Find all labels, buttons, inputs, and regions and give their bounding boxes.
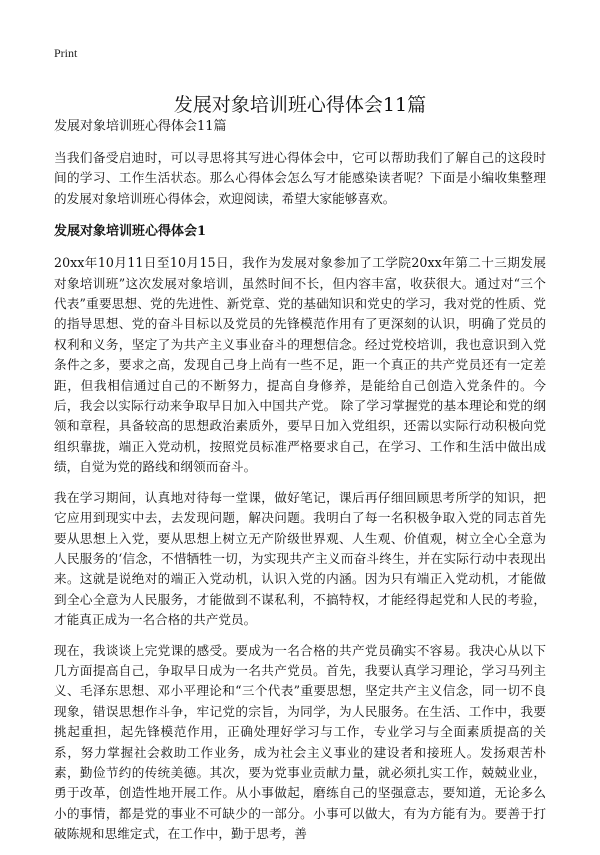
intro-paragraph: 当我们备受启迪时，可以寻思将其写进心得体会中，它可以帮助我们了解自己的这段时间的学习、工作生活状态。那么心得体会怎么写才能感染读者呢？下面是小编收集整理的发展对象培训班心得体会，欢迎阅读，希望大家能够喜欢。 <box>54 150 546 206</box>
document-subtitle: 发展对象培训班心得体会11篇 <box>54 119 227 134</box>
body-paragraph-2: 我在学习期间，认真地对待每一堂课，做好笔记，课后再仔细回顾思考所学的知识，把它应用到现实中去，去发现问题，解决问题。我明白了每一名积极争取入党的同志首先要从思想上入党，要从思想上树立无产阶级世界观、人生观、价值观，树立全心全意为人民服务的‘信念，不惜牺牲一切，为实现共产主义而奋斗终生，并在实际行动中表现出来。这就是说绝对的端正入党动机，认识入党的内涵。因为只有端正入党动机，才能做到全心全意为人民服务，才能做到不谋私利，不搞特权，才能经得起党和人民的考验，才能真正成为一名合格的共产党员。 <box>54 489 546 628</box>
page-title: 发展对象培训班心得体会11篇 <box>173 93 427 116</box>
print-label: Print <box>54 46 78 60</box>
body-paragraph-1: 20xx年10月11日至10月15日，我作为发展对象参加了工学院20xx年第二十三期发展对象培训班”这次发展对象培训，虽然时间不长，但内容丰富，收获很大。通过对“三个代表”重要思想、党的先进性、新党章、党的基础知识和党史的学习，我对党的性质、党的指导思想、党的奋斗目标以及党员的先锋模范作用有了更深刻的认识，明确了党员的权利和义务，坚定了为共产主义事业奋斗的理想信念。经过党校培训，我也意识到入党条件之多，要求之高，发现自己身上尚有一些不足，距一个真正的共产党员还有一定差距，但我相信通过自己的不断努力，提高自身修养，是能给自己创造入党条件的。今后，我会以实际行动来争取早日加入中国共产党。 除了学习掌握党的基本理论和党的纲领和章程，具备较高的思想政治素质外，要早日加入党组织，还需以实际行动积极向党组织靠拢，端正入党动机，按照党员标准严格要求自己，在学习、工作和生活中做出成绩，自觉为党的路线和纲领而奋斗。 <box>54 255 546 475</box>
body-paragraph-3: 现在，我谈谈上完党课的感受。要成为一名合格的共产党员确实不容易。我决心从以下几方面提高自己，争取早日成为一名共产党员。首先，我要认真学习理论，学习马列主义、毛泽东思想、邓小平理论和“三个代表”重要思想，坚定共产主义信念，同一切不良现象，错误思想作斗争，牢记党的宗旨，为同学，为人民服务。在生活、工作中，我要挑起重担，起先锋模范作用，正确处理好学习与工作，专业学习与全面素质提高的关系，努力掌握社会救助工作业务，成为社会主义事业的建设者和接班人。发扬艰苦朴素，勤俭节约的传统美德。其次，要为党事业贡献力量，就必须扎实工作，兢兢业业，勇于改革，创造性地开展工作。从小事做起，磨练自己的坚强意志，要知道，无论多么小的事情，都是党的事业不可缺少的一部分。小事可以做大，有为方能有为。要善于打破陈规和思维定式，在工作中，勤于思考，善 <box>54 642 546 842</box>
document-body <box>54 118 546 855</box>
section-heading: 发展对象培训班心得体会1 <box>54 224 207 240</box>
